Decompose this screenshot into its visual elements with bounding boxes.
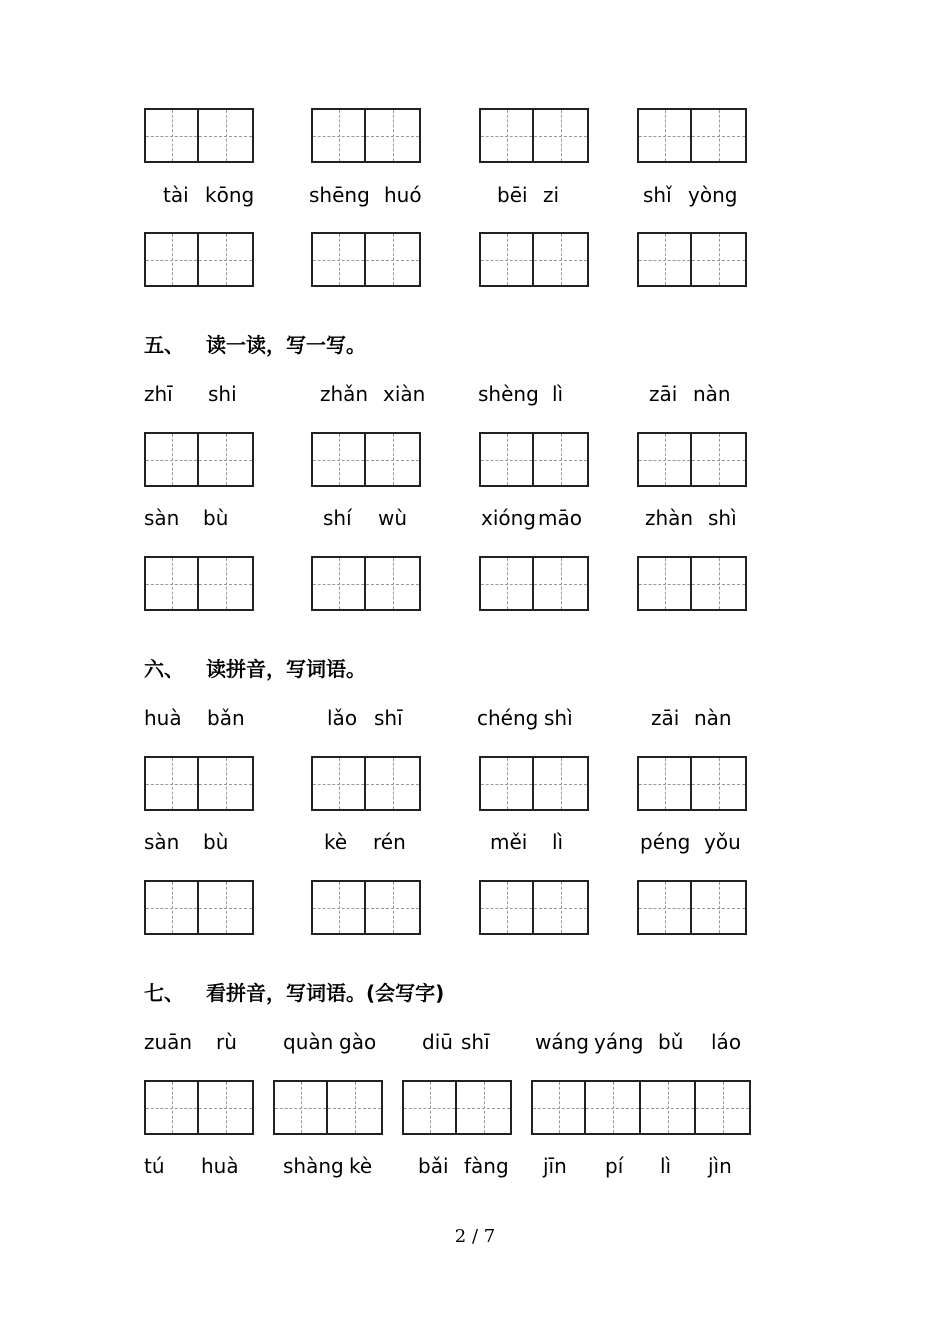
section-title: 读一读，写一写。	[206, 333, 366, 357]
pinyin-syllable: bù	[203, 830, 229, 854]
section-title: 看拼音，写词语。(会写字)	[206, 981, 445, 1005]
pinyin-syllable: jìn	[708, 1154, 732, 1178]
writing-grid[interactable]	[311, 232, 421, 287]
pinyin-syllable: shí	[323, 506, 352, 530]
pinyin-syllable: zhǎn	[320, 382, 369, 406]
section-heading	[144, 332, 366, 358]
pinyin-syllable: quàn	[283, 1030, 334, 1054]
pinyin-syllable: māo	[538, 506, 582, 530]
pinyin-syllable: rù	[216, 1030, 237, 1054]
pinyin-syllable: rén	[373, 830, 406, 854]
pinyin-syllable: pí	[605, 1154, 624, 1178]
pinyin-syllable: lì	[552, 382, 564, 406]
pinyin-syllable: yòng	[688, 183, 738, 207]
pinyin-syllable: wù	[378, 506, 408, 530]
writing-grid[interactable]	[402, 1080, 512, 1135]
writing-grid[interactable]	[144, 1080, 254, 1135]
writing-grid[interactable]	[273, 1080, 383, 1135]
pinyin-syllable: lì	[552, 830, 564, 854]
writing-grid[interactable]	[144, 556, 254, 611]
writing-grid[interactable]	[479, 232, 589, 287]
pinyin-syllable: shī	[374, 706, 403, 730]
pinyin-syllable: lì	[660, 1154, 672, 1178]
writing-grid[interactable]	[637, 556, 747, 611]
page-number: 2 / 7	[454, 1226, 496, 1247]
writing-grid[interactable]	[144, 756, 254, 811]
pinyin-syllable: yáng	[594, 1030, 644, 1054]
writing-grid[interactable]	[311, 556, 421, 611]
section-number: 五、	[144, 333, 184, 357]
pinyin-syllable: bù	[203, 506, 229, 530]
pinyin-syllable: shèng	[478, 382, 539, 406]
pinyin-syllable: wáng	[535, 1030, 589, 1054]
writing-grid[interactable]	[637, 232, 747, 287]
writing-grid[interactable]	[144, 880, 254, 935]
pinyin-syllable: nàn	[693, 382, 731, 406]
pinyin-syllable: kè	[349, 1154, 373, 1178]
pinyin-syllable: bǔ	[658, 1030, 684, 1054]
pinyin-syllable: láo	[711, 1030, 742, 1054]
pinyin-syllable: huà	[144, 706, 182, 730]
writing-grid[interactable]	[479, 756, 589, 811]
writing-grid[interactable]	[311, 108, 421, 163]
pinyin-syllable: zāi	[649, 382, 678, 406]
writing-grid[interactable]	[479, 108, 589, 163]
pinyin-syllable: xióng	[481, 506, 536, 530]
pinyin-syllable: shi	[208, 382, 237, 406]
pinyin-syllable: diū	[422, 1030, 453, 1054]
writing-grid[interactable]	[531, 1080, 751, 1135]
pinyin-syllable: péng	[640, 830, 691, 854]
pinyin-syllable: shēng	[309, 183, 370, 207]
writing-grid[interactable]	[311, 880, 421, 935]
section-heading	[144, 656, 366, 682]
writing-grid[interactable]	[311, 432, 421, 487]
pinyin-syllable: bǎn	[207, 706, 245, 730]
section-heading	[144, 980, 444, 1006]
pinyin-syllable: shàng	[283, 1154, 344, 1178]
pinyin-syllable: fàng	[464, 1154, 509, 1178]
writing-grid[interactable]	[144, 432, 254, 487]
pinyin-syllable: shī	[461, 1030, 490, 1054]
section-number: 七、	[144, 981, 184, 1005]
pinyin-syllable: zi	[543, 183, 560, 207]
pinyin-syllable: shǐ	[643, 183, 672, 207]
pinyin-syllable: shì	[708, 506, 737, 530]
pinyin-syllable: lǎo	[327, 706, 358, 730]
pinyin-syllable: chéng	[477, 706, 539, 730]
pinyin-syllable: zāi	[651, 706, 680, 730]
pinyin-syllable: shì	[544, 706, 573, 730]
pinyin-syllable: zuān	[144, 1030, 193, 1054]
pinyin-syllable: gào	[339, 1030, 377, 1054]
section-number: 六、	[144, 657, 184, 681]
section-title: 读拼音，写词语。	[206, 657, 366, 681]
writing-grid[interactable]	[637, 756, 747, 811]
pinyin-syllable: zhàn	[645, 506, 694, 530]
pinyin-syllable: bēi	[497, 183, 528, 207]
pinyin-syllable: huó	[384, 183, 422, 207]
pinyin-syllable: měi	[490, 830, 528, 854]
writing-grid[interactable]	[144, 108, 254, 163]
pinyin-syllable: jīn	[543, 1154, 567, 1178]
writing-grid[interactable]	[637, 432, 747, 487]
writing-grid[interactable]	[311, 756, 421, 811]
writing-grid[interactable]	[479, 432, 589, 487]
pinyin-syllable: sàn	[144, 506, 180, 530]
pinyin-syllable: kōng	[205, 183, 255, 207]
pinyin-syllable: yǒu	[704, 830, 741, 854]
writing-grid[interactable]	[637, 108, 747, 163]
pinyin-syllable: sàn	[144, 830, 180, 854]
pinyin-syllable: huà	[201, 1154, 239, 1178]
writing-grid[interactable]	[144, 232, 254, 287]
pinyin-syllable: tú	[144, 1154, 165, 1178]
writing-grid[interactable]	[479, 556, 589, 611]
pinyin-syllable: xiàn	[383, 382, 426, 406]
pinyin-syllable: bǎi	[418, 1154, 449, 1178]
pinyin-syllable: kè	[324, 830, 348, 854]
pinyin-syllable: zhī	[144, 382, 173, 406]
pinyin-syllable: nàn	[694, 706, 732, 730]
writing-grid[interactable]	[637, 880, 747, 935]
writing-grid[interactable]	[479, 880, 589, 935]
pinyin-syllable: tài	[163, 183, 189, 207]
